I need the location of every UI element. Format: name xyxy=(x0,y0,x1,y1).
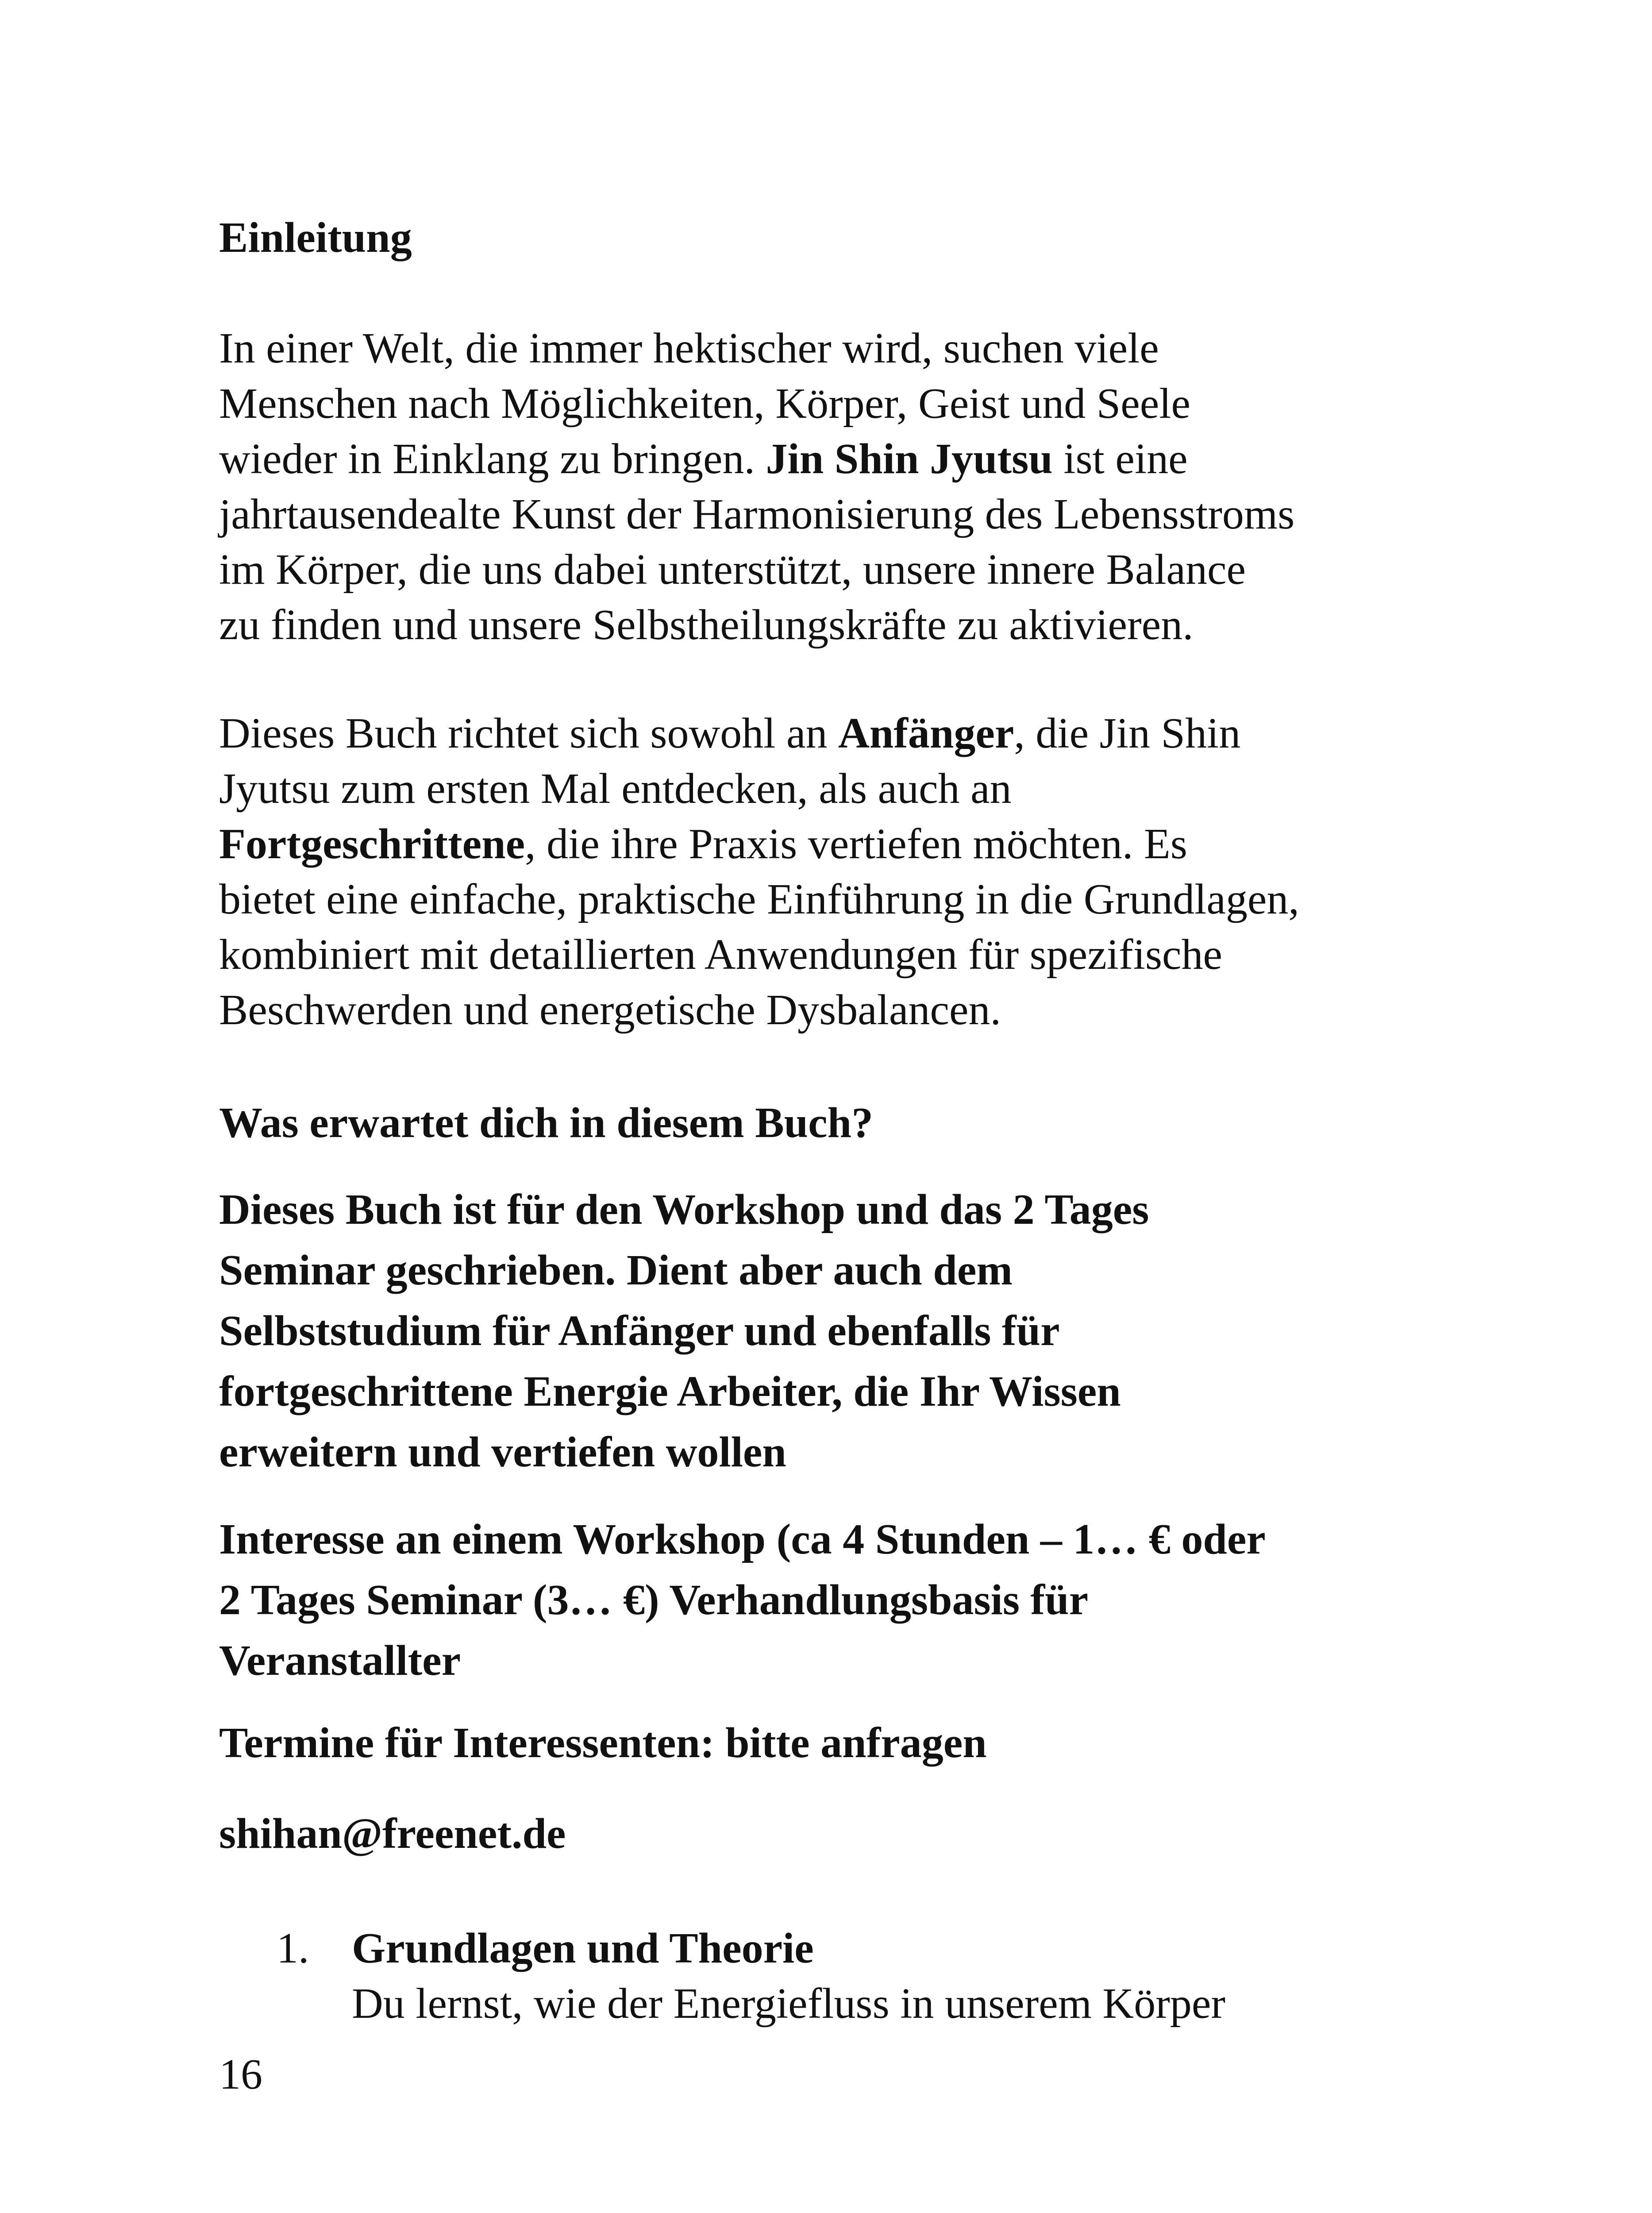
workshop-line: Selbststudium für Anfänger und ebenfalls für xyxy=(219,1307,1060,1355)
beginner-emphasis: Anfänger xyxy=(838,709,1014,757)
audience-line xyxy=(219,817,1299,872)
intro-line: Menschen nach Möglichkeiten, Körper, Geist und Seele xyxy=(219,380,1190,428)
book-page xyxy=(219,0,1458,2213)
intro-paragraph xyxy=(219,321,1294,653)
list-item-number: 1. xyxy=(277,1924,309,1972)
audience-line xyxy=(219,706,1299,761)
intro-line: In einer Welt, die immer hektischer wird, suchen viele xyxy=(219,324,1159,372)
workshop-line: erweitern und vertiefen wollen xyxy=(219,1428,786,1476)
jin-shin-jyutsu-emphasis: Jin Shin Jyutsu xyxy=(766,435,1053,483)
audience-line: Beschwerden und energetische Dysbalancen. xyxy=(219,986,1001,1034)
audience-line: kombiniert mit detaillierten Anwendungen für spezifische xyxy=(219,931,1222,979)
question-heading: Was erwartet dich in diesem Buch? xyxy=(219,1099,874,1147)
audience-line: bietet eine einfache, praktische Einführung in die Grundlagen, xyxy=(219,875,1299,923)
audience-text: Dieses Buch richtet sich sowohl an xyxy=(219,709,838,757)
intro-line xyxy=(219,432,1294,487)
audience-text: , die Jin Shin xyxy=(1014,709,1241,757)
interest-line: Veranstallter xyxy=(219,1637,461,1685)
intro-line: jahrtausendealte Kunst der Harmonisierung des Lebensstroms xyxy=(219,490,1295,538)
contact-email: shihan@freenet.de xyxy=(219,1810,566,1858)
intro-text: ist eine xyxy=(1052,435,1188,483)
workshop-line: Dieses Buch ist für den Workshop und das 2 Tages xyxy=(219,1186,1149,1234)
audience-text: , die ihre Praxis vertiefen möchten. Es xyxy=(525,820,1187,868)
list-item xyxy=(352,1921,1225,2032)
intro-line: zu finden und unsere Selbstheilungskräfte zu aktivieren. xyxy=(219,601,1194,649)
intro-text: wieder in Einklang zu bringen. xyxy=(219,435,766,483)
interest-paragraph xyxy=(219,1509,1266,1691)
section-heading: Einleitung xyxy=(219,214,412,262)
audience-paragraph xyxy=(219,706,1299,1038)
page-number: 16 xyxy=(219,2051,262,2098)
list-item-title: Grundlagen und Theorie xyxy=(352,1924,814,1972)
appointments-line: Termine für Interessenten: bitte anfragen xyxy=(219,1719,987,1767)
interest-line: Interesse an einem Workshop (ca 4 Stunden – 1… € oder xyxy=(219,1515,1266,1563)
workshop-line: fortgeschrittene Energie Arbeiter, die Ihr Wissen xyxy=(219,1368,1121,1415)
audience-line: Jyutsu zum ersten Mal entdecken, als auch an xyxy=(219,765,1012,813)
workshop-paragraph xyxy=(219,1180,1149,1483)
workshop-line: Seminar geschrieben. Dient aber auch dem xyxy=(219,1246,1013,1294)
intro-line: im Körper, die uns dabei unterstützt, unsere innere Balance xyxy=(219,546,1246,594)
list-item-text: Du lernst, wie der Energiefluss in unserem Körper xyxy=(352,1980,1225,2028)
interest-line: 2 Tages Seminar (3… €) Verhandlungsbasis für xyxy=(219,1576,1089,1624)
advanced-emphasis: Fortgeschrittene xyxy=(219,820,525,868)
